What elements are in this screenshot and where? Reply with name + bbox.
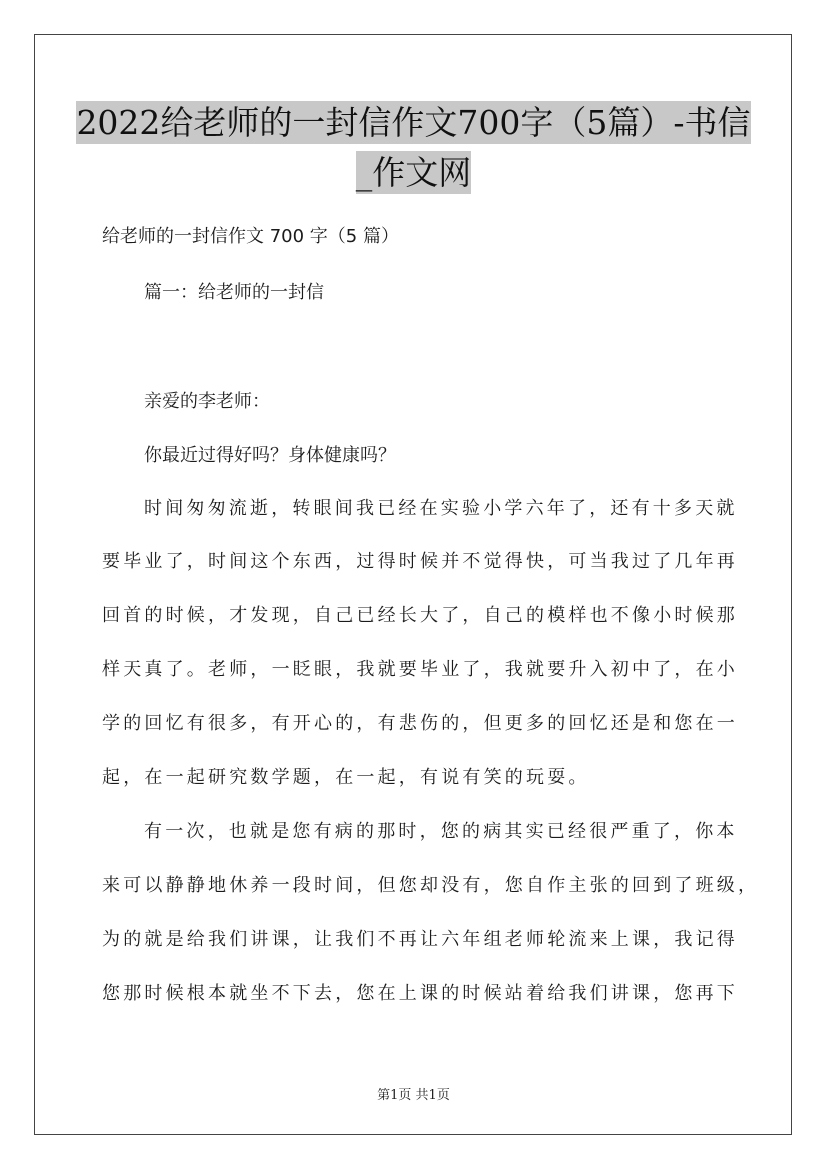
paragraph1-line: 起，在一起研究数学题，在一起，有说有笑的玩耍。 <box>102 767 590 788</box>
paragraph2-line: 有一次，也就是您有病的那时，您的病其实已经很严重了，你本 <box>144 821 738 842</box>
paragraph1-line: 样天真了。老师，一眨眼，我就要毕业了，我就要升入初中了，在小 <box>102 659 738 680</box>
paragraph1-line: 学的回忆有很多，有开心的，有悲伤的，但更多的回忆还是和您在一 <box>102 713 738 734</box>
paragraph1-line: 时间匆匆流逝，转眼间我已经在实验小学六年了，还有十多天就 <box>144 498 738 519</box>
document-title <box>60 98 767 198</box>
page-border <box>34 34 792 1135</box>
title-line-2: _作文网 <box>355 153 472 192</box>
paragraph1-line: 回首的时候，才发现，自己已经长大了，自己的模样也不像小时候那 <box>102 605 738 626</box>
subtitle: 给老师的一封信作文 700 字（5 篇） <box>102 226 399 247</box>
paragraph2-line: 您那时候根本就坐不下去，您在上课的时候站着给我们讲课，您再下 <box>102 983 738 1004</box>
paragraph2-line: 来可以静静地休养一段时间，但您却没有，您自作主张的回到了班级， <box>102 875 760 896</box>
page-number: 第1页 共1页 <box>377 1088 450 1103</box>
greeting: 你最近过得好吗？身体健康吗？ <box>144 445 396 466</box>
paragraph2-line: 为的就是给我们讲课，让我们不再让六年组老师轮流来上课，我记得 <box>102 929 738 950</box>
paragraph1-line: 要毕业了，时间这个东西，过得时候并不觉得快，可当我过了几年再 <box>102 551 738 572</box>
section-heading: 篇一：给老师的一封信 <box>144 282 324 303</box>
salutation: 亲爱的李老师： <box>144 391 270 412</box>
title-line-1: 2022给老师的一封信作文700字（5篇）-书信 <box>76 103 751 142</box>
